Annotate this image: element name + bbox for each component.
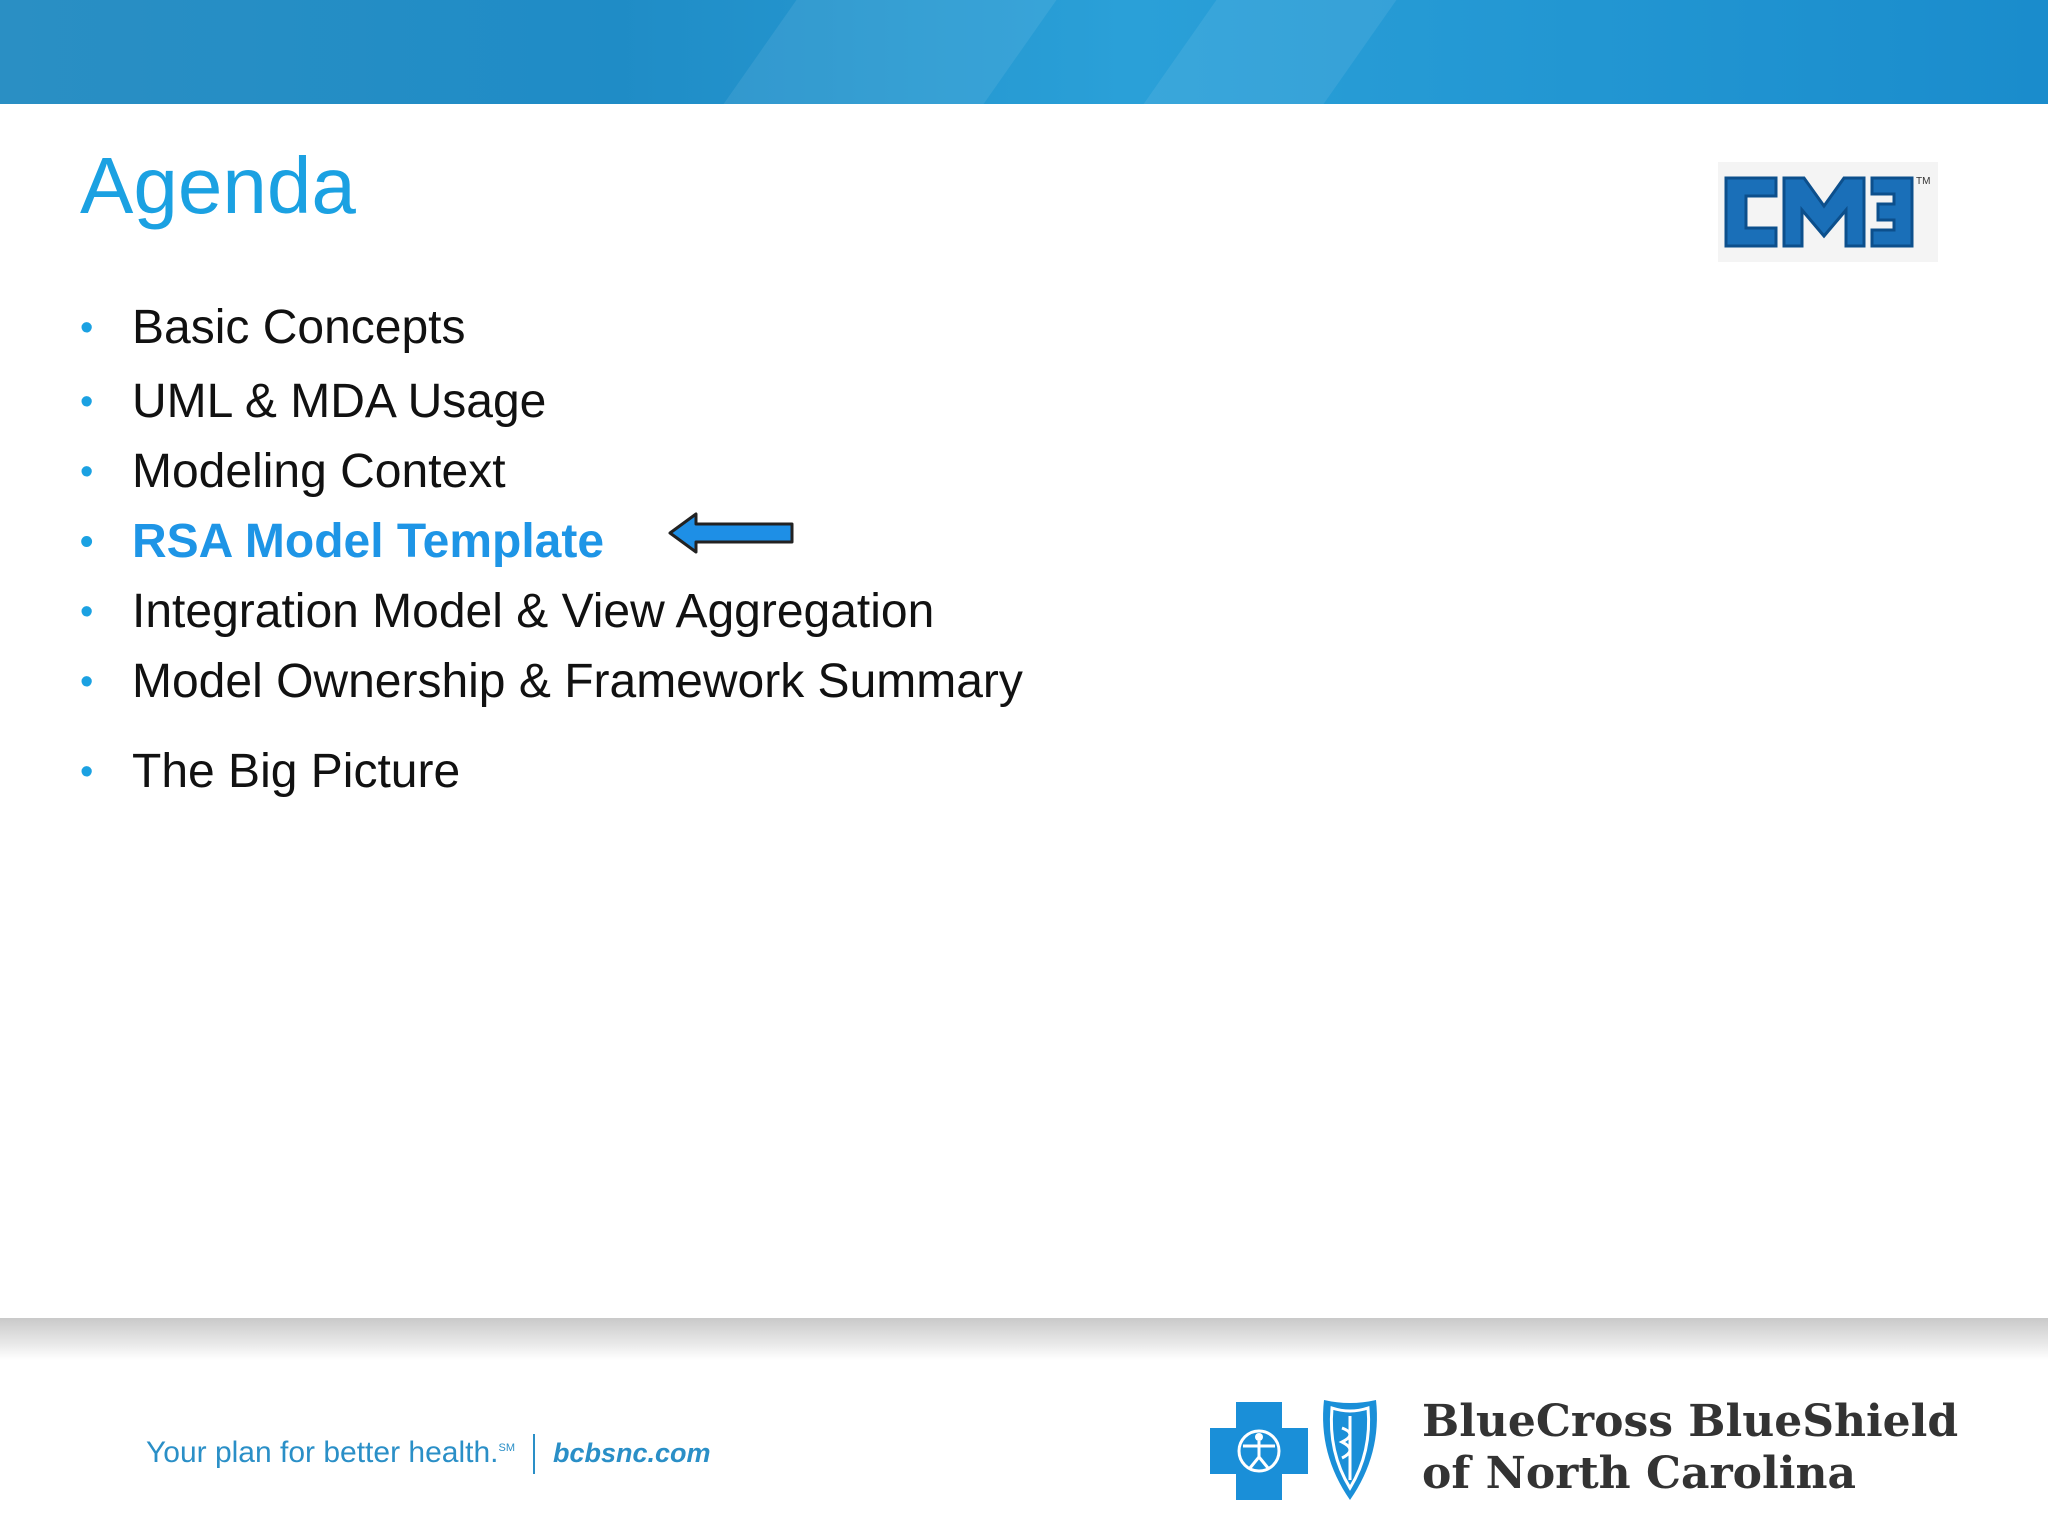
agenda-item-label: UML & MDA Usage	[132, 375, 547, 428]
agenda-item-label: Modeling Context	[132, 445, 506, 498]
tagline-divider	[533, 1434, 535, 1474]
footer-divider	[0, 1318, 2048, 1360]
bullet-icon: •	[80, 381, 94, 423]
bullet-icon: •	[80, 661, 94, 703]
service-mark: SM	[498, 1441, 515, 1454]
blue-shield-icon	[1323, 1400, 1377, 1500]
bullet-icon: •	[80, 751, 94, 793]
slide-title: Agenda	[80, 141, 356, 230]
left-arrow-icon	[666, 510, 796, 556]
tagline-text: Your plan for better health.	[146, 1435, 499, 1469]
agenda-item-label: Integration Model & View Aggregation	[132, 585, 935, 638]
brand-name	[1422, 1396, 1958, 1500]
footer-url: bcbsnc.com	[552, 1437, 711, 1468]
banner-decoration	[724, 0, 1057, 104]
bcbs-logo-icons	[1210, 1394, 1410, 1504]
bullet-icon: •	[80, 451, 94, 493]
cm3-logo	[1718, 162, 1938, 262]
svg-text:TM: TM	[1916, 176, 1931, 187]
agenda-item-label: Basic Concepts	[132, 301, 466, 354]
bullet-icon: •	[80, 591, 94, 633]
footer-tagline	[146, 1434, 711, 1474]
bullet-icon: •	[80, 307, 94, 349]
bullet-icon: •	[80, 521, 94, 563]
brand-line-2: of North Carolina	[1422, 1448, 1856, 1499]
agenda-item-label: RSA Model Template	[132, 515, 605, 568]
banner-decoration	[1144, 0, 1397, 104]
agenda-item-label: The Big Picture	[132, 745, 461, 798]
blue-cross-icon	[1210, 1402, 1308, 1500]
agenda-item-label: Model Ownership & Framework Summary	[132, 655, 1023, 708]
top-banner	[0, 0, 2048, 104]
brand-line-1: BlueCross BlueShield	[1422, 1396, 1959, 1447]
